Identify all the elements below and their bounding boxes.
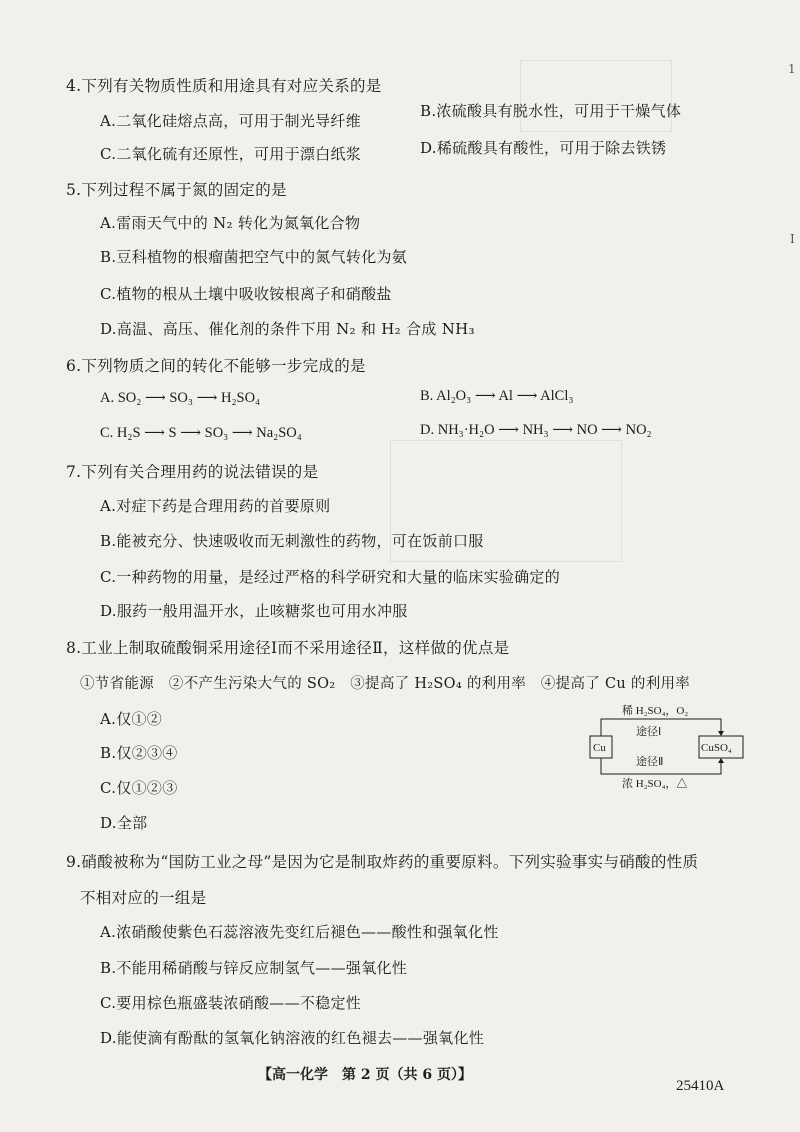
exam-code: 25410A xyxy=(676,1078,725,1094)
question-9-stem: 9.硝酸被称为“国防工业之母”是因为它是制取炸药的重要原料。下列实验事实与硝酸的性质 xyxy=(66,853,699,871)
diagram-cu-label: Cu xyxy=(593,742,606,754)
question-4-option-a: A.二氧化硅熔点高，可用于制光导纤维 xyxy=(100,112,362,130)
question-8-option-c: C.仅①②③ xyxy=(100,779,178,797)
question-9-option-c: C.要用棕色瓶盛装浓硝酸——不稳定性 xyxy=(100,994,362,1012)
question-4-stem: 4.下列有关物质性质和用途具有对应关系的是 xyxy=(66,77,382,95)
margin-mark: I xyxy=(790,232,795,246)
question-7-option-d: D.服药一般用温开水，止咳糖浆也可用水冲服 xyxy=(100,602,408,620)
diagram-cuso4-label: CuSO₄ xyxy=(701,742,732,754)
diagram-arrowhead xyxy=(718,758,724,763)
question-8-statements: ①节省能源 ②不产生污染大气的 SO₂ ③提高了 H₂SO₄ 的利用率 ④提高了 Cu 的利用率 xyxy=(80,676,691,692)
question-8-option-d: D.全部 xyxy=(100,814,148,832)
question-5-option-a: A.雷雨天气中的 N₂ 转化为氮氧化合物 xyxy=(100,214,361,232)
question-9-option-a: A.浓硝酸使紫色石蕊溶液先变红后褪色——酸性和强氧化性 xyxy=(100,923,499,941)
question-6-option-d: D. NH₃·H₂O ⟶ NH₃ ⟶ NO ⟶ NO₂ xyxy=(420,422,652,438)
question-4-option-d: D.稀硫酸具有酸性，可用于除去铁锈 xyxy=(420,139,667,157)
question-9-option-b: B.不能用稀硝酸与锌反应制氢气——强氧化性 xyxy=(100,959,408,977)
copper-sulfate-route-diagram xyxy=(588,704,748,796)
question-8-stem: 8.工业上制取硫酸铜采用途径Ⅰ而不采用途径Ⅱ，这样做的优点是 xyxy=(66,639,510,657)
diagram-route-2: 途径Ⅱ xyxy=(636,756,664,768)
question-4-option-c: C.二氧化硫有还原性，可用于漂白纸浆 xyxy=(100,145,362,163)
question-6-option-b: B. Al₂O₃ ⟶ Al ⟶ AlCl₃ xyxy=(420,388,574,404)
question-7-option-c: C.一种药物的用量，是经过严格的科学研究和大量的临床实验确定的 xyxy=(100,568,561,586)
question-7-option-a: A.对症下药是合理用药的首要原则 xyxy=(100,497,331,515)
diagram-arrowhead xyxy=(718,731,724,736)
question-7-option-b: B.能被充分、快速吸收而无刺激性的药物，可在饭前口服 xyxy=(100,532,484,550)
diagram-route-1: 途径Ⅰ xyxy=(636,726,662,738)
question-6-stem: 6.下列物质之间的转化不能够一步完成的是 xyxy=(66,357,366,375)
question-9-stem-continued: 不相对应的一组是 xyxy=(80,889,207,907)
question-5-stem: 5.下列过程不属于氮的固定的是 xyxy=(66,181,287,199)
diagram-bottom-reagent: 浓 H₂SO₄，△ xyxy=(622,778,688,790)
margin-mark: 1 xyxy=(788,62,796,76)
question-5-option-b: B.豆科植物的根瘤菌把空气中的氮气转化为氨 xyxy=(100,248,408,266)
question-9-option-d: D.能使滴有酚酞的氢氧化钠溶液的红色褪去——强氧化性 xyxy=(100,1029,485,1047)
question-6-option-c: C. H₂S ⟶ S ⟶ SO₃ ⟶ Na₂SO₄ xyxy=(100,425,302,441)
page-footer: 【高一化学 第 2 页（共 6 页）】 xyxy=(258,1067,472,1083)
question-4-option-b: B.浓硫酸具有脱水性，可用于干燥气体 xyxy=(420,102,682,120)
question-5-option-d: D.高温、高压、催化剂的条件下用 N₂ 和 H₂ 合成 NH₃ xyxy=(100,320,475,338)
bleed-through-box xyxy=(520,60,672,132)
question-6-option-a: A. SO₂ ⟶ SO₃ ⟶ H₂SO₄ xyxy=(100,390,261,406)
question-8-option-b: B.仅②③④ xyxy=(100,744,178,762)
question-7-stem: 7.下列有关合理用药的说法错误的是 xyxy=(66,463,319,481)
question-8-option-a: A.仅①② xyxy=(100,710,163,728)
question-5-option-c: C.植物的根从土壤中吸收铵根离子和硝酸盐 xyxy=(100,285,392,303)
diagram-top-reagent: 稀 H₂SO₄，O₂ xyxy=(622,705,689,717)
